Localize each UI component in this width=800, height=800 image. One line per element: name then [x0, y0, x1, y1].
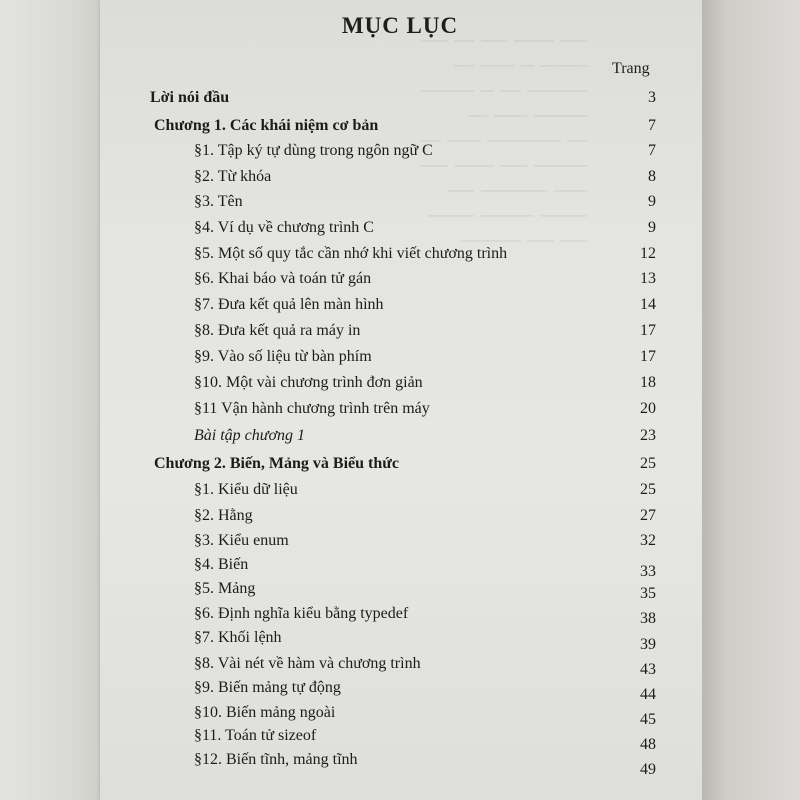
- toc-entry-text: §11. Toán tử sizeof: [194, 727, 317, 744]
- toc-entry-text: §7. Đưa kết quả lên màn hình: [194, 296, 384, 313]
- toc-entry-text: §8. Vài nét về hàm và chương trình: [194, 655, 421, 672]
- toc-entry: [194, 296, 656, 318]
- toc-entry-text: Lời nói đầu: [150, 89, 230, 106]
- page-column-label: Trang: [612, 60, 650, 77]
- toc-entry-page: 8: [648, 168, 656, 185]
- toc-exercise-entry: [194, 427, 656, 449]
- toc-entry-page: 35: [640, 585, 656, 602]
- toc-entry-text: §7. Khối lệnh: [194, 629, 282, 646]
- toc-entry-text: §6. Định nghĩa kiểu bằng typedef: [194, 605, 409, 622]
- toc-entry-page: 17: [640, 322, 656, 339]
- toc-entry-text: §4. Ví dụ về chương trình C: [194, 219, 374, 236]
- toc-entry-page: 38: [640, 610, 656, 627]
- toc-entry-text: §9. Biến mảng tự động: [194, 679, 341, 696]
- page-title: MỤC LỤC: [341, 13, 459, 38]
- toc-entry-page: 20: [640, 400, 656, 417]
- toc-entry-page: 9: [648, 193, 656, 210]
- toc-entry-page: 17: [640, 348, 656, 365]
- toc-entry: [194, 481, 656, 503]
- toc-entry-text: §3. Kiểu enum: [194, 532, 289, 549]
- toc-entry-page: 25: [640, 455, 656, 472]
- toc-entry: [194, 348, 656, 370]
- toc-entry-text: §6. Khai báo và toán tử gán: [194, 270, 372, 287]
- toc-entry-page: 33: [640, 563, 656, 580]
- toc-entry-page: 32: [640, 532, 656, 549]
- toc-entry-text: §5. Một số quy tắc cần nhớ khi viết chương trình: [194, 245, 508, 262]
- toc-entry: [194, 168, 656, 190]
- toc-entry: [194, 219, 656, 241]
- toc-chapter-heading: [154, 455, 656, 477]
- toc-entry: [194, 142, 656, 164]
- toc-entry: [194, 322, 656, 344]
- toc-entry-page: 7: [648, 117, 656, 134]
- toc-entry: [194, 727, 656, 753]
- toc-entry-text: Bài tập chương 1: [194, 427, 306, 444]
- toc-entry-text: §8. Đưa kết quả ra máy in: [194, 322, 361, 339]
- toc-chapter-heading: [154, 117, 656, 139]
- toc-entry-page: 43: [640, 661, 656, 678]
- toc-entry: [194, 532, 656, 554]
- toc-entry: [194, 580, 656, 602]
- toc-entry-text: §12. Biến tĩnh, mảng tĩnh: [194, 751, 358, 768]
- toc-entry-page: 44: [640, 686, 656, 703]
- toc-entry: [194, 270, 656, 292]
- toc-entry-page: 48: [640, 736, 656, 753]
- toc-entry-page: 12: [640, 245, 656, 262]
- toc-entry: [194, 679, 656, 701]
- toc-entry-text: §10. Biến mảng ngoài: [194, 704, 336, 721]
- toc-entry-page: 13: [640, 270, 656, 287]
- toc-entry-text: §10. Một vài chương trình đơn giản: [194, 374, 423, 391]
- toc-entry-text: §2. Hằng: [194, 507, 253, 524]
- toc-entry-text: §5. Mảng: [194, 580, 256, 597]
- toc-entry: [194, 193, 656, 215]
- toc-entry-text: Chương 1. Các khái niệm cơ bản: [154, 117, 379, 134]
- toc-entry: [194, 507, 656, 529]
- toc-entry-text: §3. Tên: [194, 193, 243, 210]
- toc-entry-page: 45: [640, 711, 656, 728]
- toc-entry-page: 25: [640, 481, 656, 498]
- toc-entry-text: §1. Kiểu dữ liệu: [194, 481, 298, 498]
- toc-entry: [194, 655, 656, 677]
- toc-entry-text: §2. Từ khóa: [194, 168, 272, 185]
- toc-entry-page: 18: [640, 374, 656, 391]
- toc-entry-page: 7: [648, 142, 656, 159]
- toc-entry: [194, 374, 656, 396]
- background-right: [702, 0, 800, 800]
- toc-entry: [194, 400, 656, 422]
- toc-entry-page: 23: [640, 427, 656, 444]
- toc-entry-text: §1. Tập ký tự dùng trong ngôn ngữ C: [194, 142, 433, 159]
- toc-entry: [150, 89, 656, 111]
- background-left: [0, 0, 110, 800]
- toc-entry-text: Chương 2. Biến, Mảng và Biểu thức: [154, 455, 399, 472]
- toc-entry-page: 3: [648, 89, 656, 106]
- toc-entry-page: 39: [640, 636, 656, 653]
- toc-entry-page: 9: [648, 219, 656, 236]
- toc-entry: [194, 751, 656, 778]
- toc-entry-page: 49: [640, 761, 656, 778]
- toc-entry-text: §9. Vào số liệu từ bàn phím: [194, 348, 372, 365]
- toc-entry: [194, 629, 656, 651]
- toc-entry-text: §11 Vận hành chương trình trên máy: [194, 400, 430, 417]
- toc-entry-text: §4. Biến: [194, 556, 249, 573]
- toc-entry: [194, 704, 656, 726]
- toc-entry: [194, 556, 656, 578]
- toc-entry: [194, 605, 656, 627]
- toc-entry-page: 27: [640, 507, 656, 524]
- toc-entry: [194, 245, 656, 267]
- toc-entry-page: 14: [640, 296, 656, 313]
